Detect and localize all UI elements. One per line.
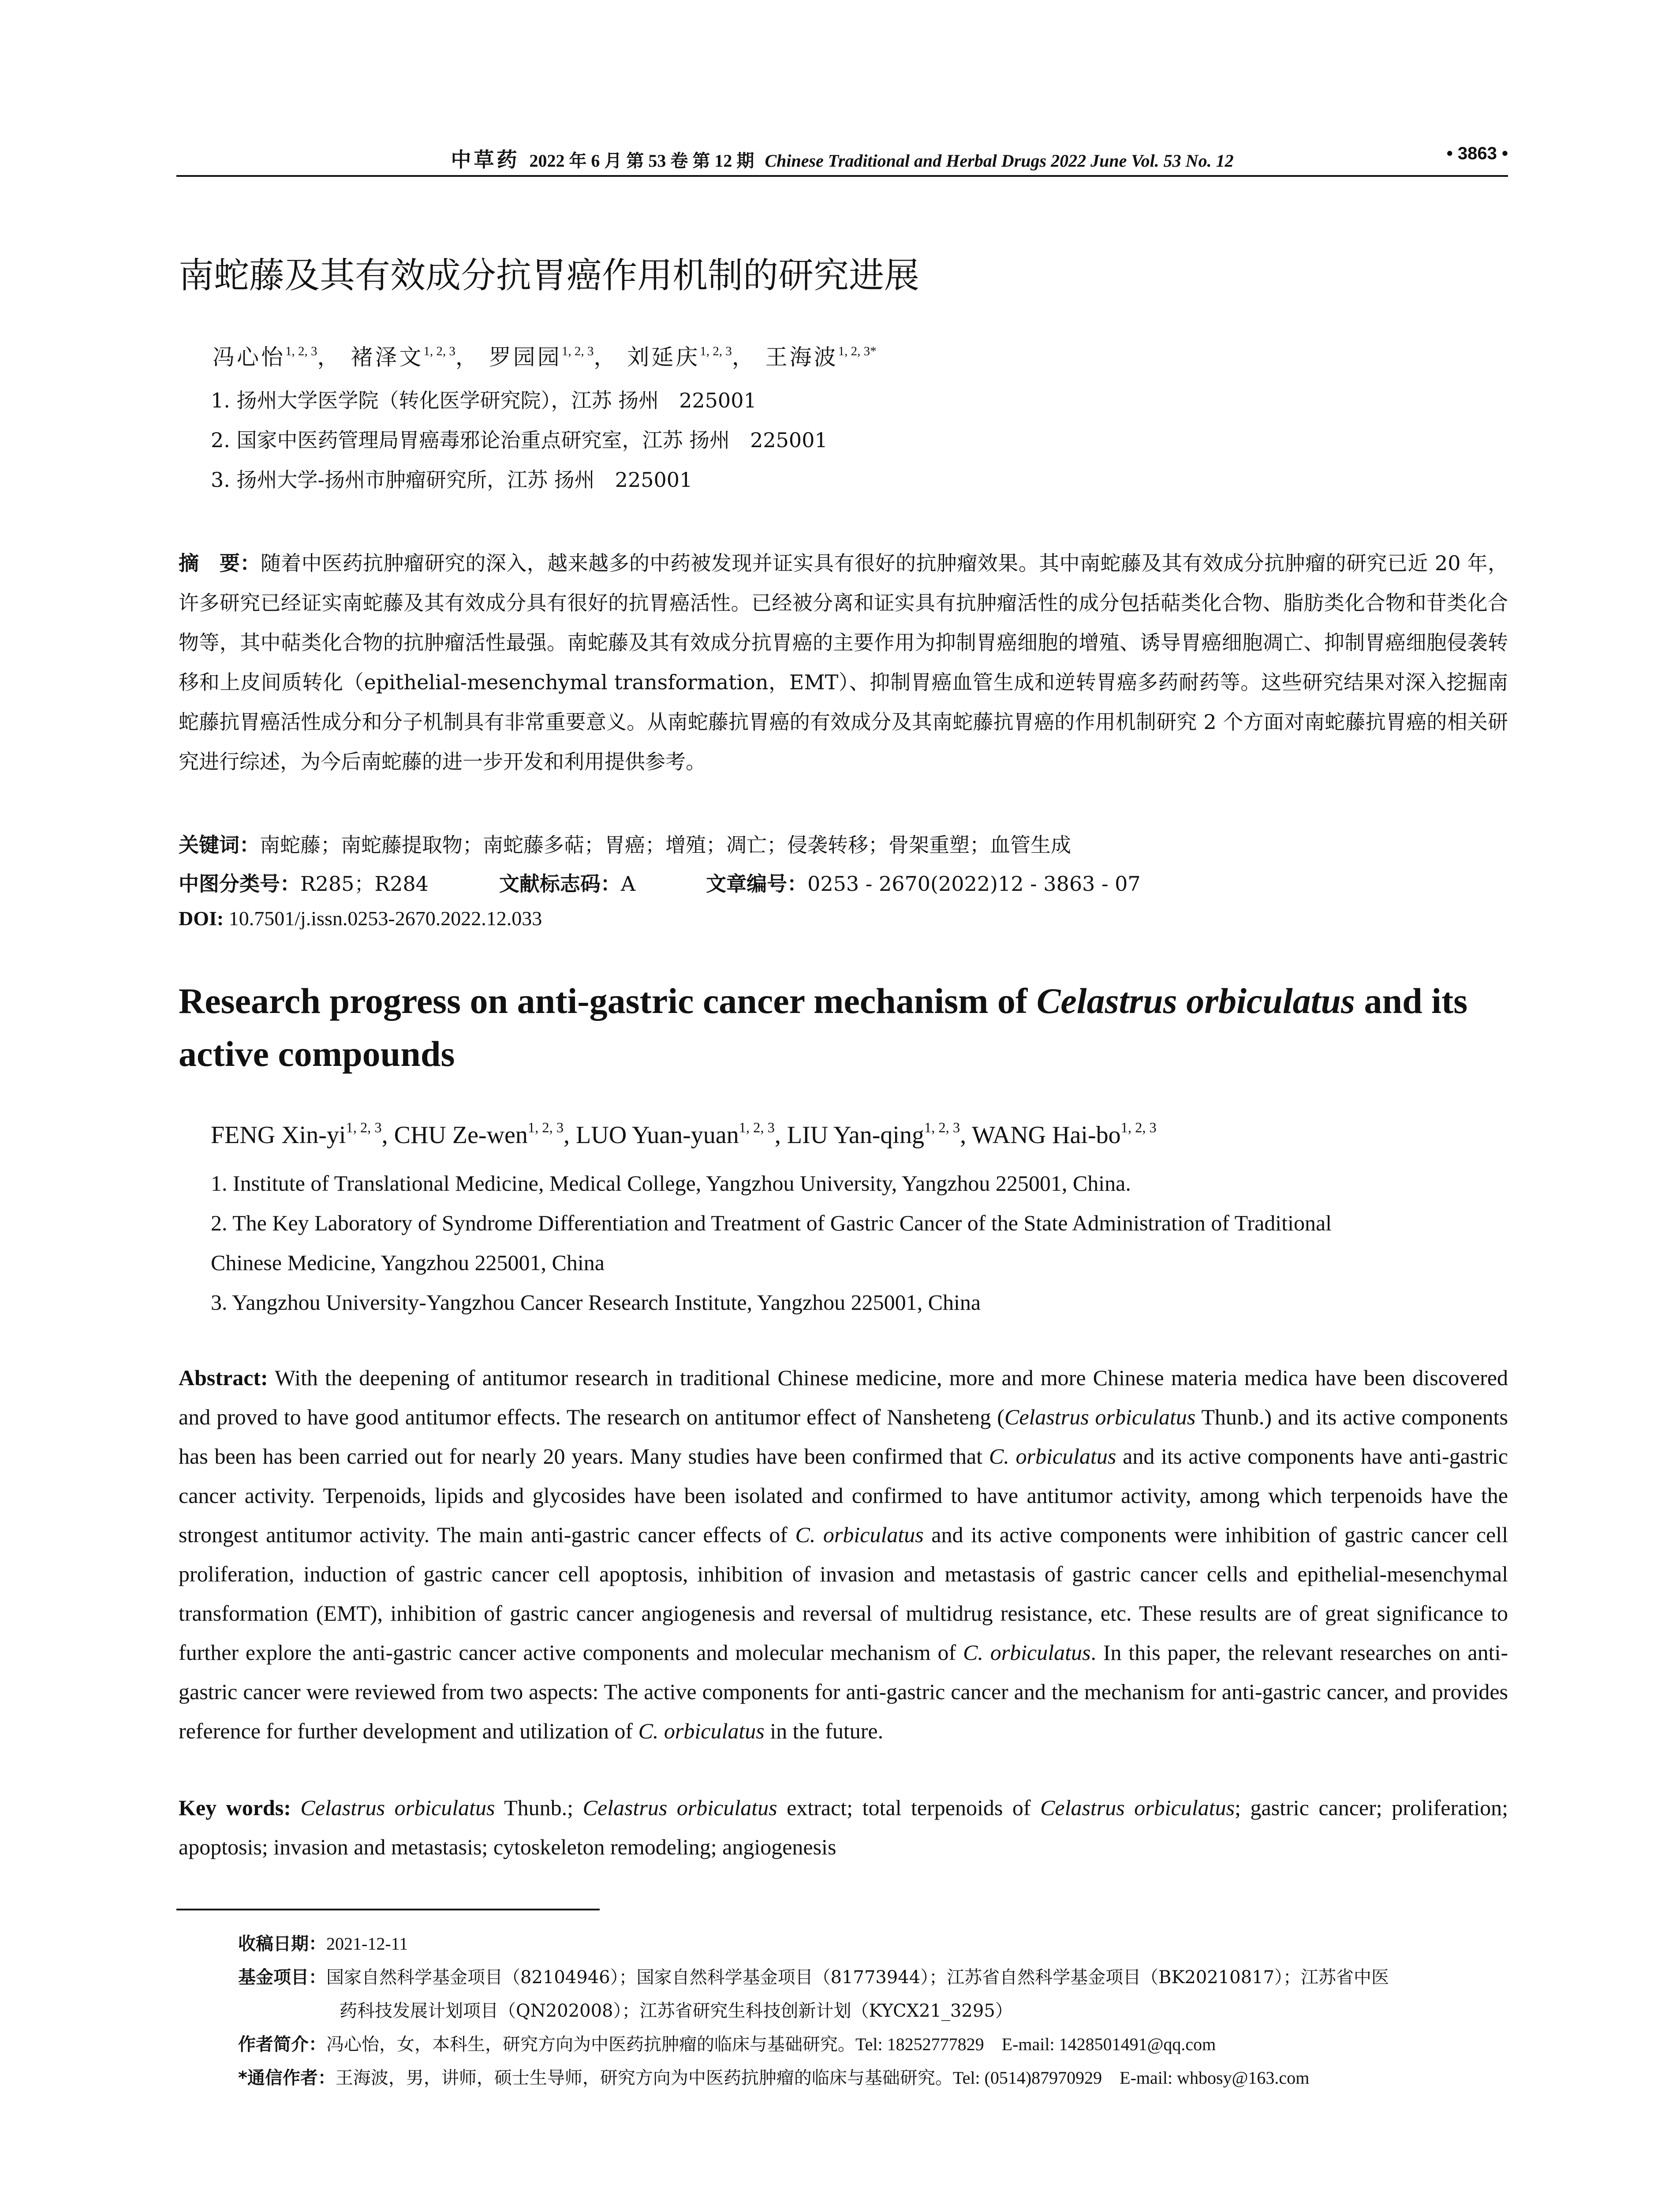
en-title: Research progress on anti-gastric cancer mechanism of Celastrus orbiculatus and its active compounds bbox=[179, 981, 1468, 1074]
footnote-rule bbox=[176, 1909, 600, 1910]
cn-abstract-text: 随着中医药抗肿瘤研究的深入，越来越多的中药被发现并证实具有很好的抗肿瘤效果。其中南蛇藤及其有效成分抗肿瘤的研究已近 20 年，许多研究已经证实南蛇藤及其有效成分具有很好的抗胃癌活性。已经被分离和证实具有抗肿瘤活性的成分包括萜类化合物、脂肪类化合物和苷类化合物等，其中萜类化合物的抗肿瘤活性最强。南蛇藤及其有效成分抗胃癌的主要作用为抑制胃癌细胞的增殖、诱导胃癌细胞凋亡、抑制胃癌细胞侵袭转移和上皮间质转化（epithelial-mesenchymal transformation，EMT）、抑制胃癌血管生成和逆转胃癌多药耐药等。这些研究结果对深入挖掘南蛇藤抗胃癌活性成分和分子机制具有非常重要意义。从南蛇藤抗胃癌的有效成分及其南蛇藤抗胃癌的作用机制研究 2 个方面对南蛇藤抗胃癌的相关研究进行综述，为今后南蛇藤的进一步开发和利用提供参考。 bbox=[179, 551, 1508, 774]
footnote-fund: 基金项目：国家自然科学基金项目（82104946）；国家自然科学基金项目（81773944）；江苏省自然科学基金项目（BK20210817）；江苏省中医 bbox=[238, 1967, 1389, 1988]
footnote-corresponding: *通信作者：王海波，男，讲师，硕士生导师，研究方向为中医药抗肿瘤的临床与基础研究。Tel: (0514)87970929 E-mail: whbosy@163.com bbox=[238, 2068, 1310, 2088]
doi-label: DOI: bbox=[179, 907, 224, 930]
cn-keywords-text: 南蛇藤；南蛇藤提取物；南蛇藤多萜；胃癌；增殖；凋亡；侵袭转移；骨架重塑；血管生成 bbox=[260, 833, 1071, 857]
cn-keywords bbox=[179, 829, 1071, 858]
en-author: LIU Yan-qing$^{1, 2, 3}$, bbox=[787, 1120, 972, 1149]
running-header bbox=[176, 142, 1508, 177]
en-abstract-label: Abstract: bbox=[179, 1365, 268, 1390]
cn-affiliation-3: 3. 扬州大学-扬州市肿瘤研究所，江苏 扬州 225001 bbox=[211, 468, 693, 492]
en-affiliation-2: 2. The Key Laboratory of Syndrome Differentiation and Treatment of Gastric Cancer of the State Administration of Traditional bbox=[211, 1211, 1332, 1235]
en-keywords bbox=[179, 1788, 1508, 1867]
footnote-received: 收稿日期：2021-12-11 bbox=[238, 1934, 408, 1954]
doi-value: 10.7501/j.issn.0253-2670.2022.12.033 bbox=[228, 907, 542, 930]
en-abstract-text: With the deepening of antitumor research in traditional Chinese medicine, more and more Chinese materia medica have been discovered and proved to have good antitumor effects. The research on antitumor effect of Nansheteng (Celastrus orbiculatus Thunb.) and its active components has been has been carried out for nearly 20 years. Many studies have been confirmed that C. orbiculatus and its active components have anti-gastric cancer activity. Terpenoids, lipids and glycosides have been isolated and confirmed to have antitumor activity, among which terpenoids have the strongest antitumor activity. The main anti-gastric cancer effects of C. orbiculatus and its active components were inhibition of gastric cancer cell proliferation, induction of gastric cancer cell apoptosis, inhibition of invasion and metastasis of gastric cancer cells and epithelial-mesenchymal transformation (EMT), inhibition of gastric cancer angiogenesis and reversal of multidrug resistance, etc. These results are of great significance to further explore the anti-gastric cancer active components and molecular mechanism of C. orbiculatus. In this paper, the relevant researches on anti-gastric cancer were reviewed from two aspects: The active components for anti-gastric cancer and the mechanism for anti-gastric cancer, and provides reference for further development and utilization of C. orbiculatus in the future. bbox=[179, 1365, 1508, 1743]
clc-label: 中图分类号： bbox=[179, 872, 300, 896]
en-issue: Chinese Traditional and Herbal Drugs 2022 June Vol. 53 No. 12 bbox=[765, 151, 1234, 171]
page-number: • 3863 • bbox=[1446, 144, 1508, 163]
en-affiliation-3: 3. Yangzhou University-Yangzhou Cancer Research Institute, Yangzhou 225001, China bbox=[211, 1290, 981, 1315]
en-author: CHU Ze-wen$^{1, 2, 3}$, bbox=[394, 1120, 576, 1149]
cn-author: 刘延庆$^{1, 2, 3}$， bbox=[627, 344, 756, 370]
cn-title: 南蛇藤及其有效成分抗胃癌作用机制的研究进展 bbox=[179, 255, 919, 296]
cn-abstract-label: 摘 要： bbox=[179, 551, 261, 575]
article-no-label: 文章编号： bbox=[706, 872, 808, 896]
footnote-author-bio: 作者简介：冯心怡，女，本科生，研究方向为中医药抗肿瘤的临床与基础研究。Tel: 18252777829 E-mail: 1428501491@qq.com bbox=[238, 2034, 1216, 2055]
cn-affiliation-2: 2. 国家中医药管理局胃癌毒邪论治重点研究室，江苏 扬州 225001 bbox=[211, 428, 828, 452]
cn-author: 冯心怡$^{1, 2, 3}$， bbox=[213, 344, 342, 370]
footnote-fund-cont: 药科技发展计划项目（QN202008）；江苏省研究生科技创新计划（KYCX21_3295） bbox=[340, 2001, 1013, 2021]
doc-code-label: 文献标志码： bbox=[499, 872, 621, 896]
cn-keywords-label: 关键词： bbox=[179, 833, 260, 857]
running-header-title bbox=[176, 144, 1508, 173]
en-authors bbox=[211, 1120, 1157, 1149]
en-affiliation-1: 1. Institute of Translational Medicine, Medical College, Yangzhou University, Yangzhou 225001, China. bbox=[211, 1171, 1131, 1196]
cn-author: 罗园园$^{1, 2, 3}$， bbox=[489, 344, 618, 370]
en-keywords-text: Celastrus orbiculatus Thunb.; Celastrus orbiculatus extract; total terpenoids of Celastrus orbiculatus; gastric cancer; proliferation; apoptosis; invasion and metastasis; cytoskeleton remodeling; angiogenesis bbox=[179, 1795, 1508, 1859]
en-author: FENG Xin-yi$^{1, 2, 3}$, bbox=[211, 1120, 394, 1149]
clc-value: R285；R284 bbox=[300, 872, 429, 896]
cn-issue: 2022 年 6 月 第 53 卷 第 12 期 bbox=[529, 151, 754, 171]
doc-code-value: A bbox=[620, 872, 636, 896]
en-abstract bbox=[179, 1358, 1508, 1751]
cn-authors bbox=[213, 340, 877, 371]
en-affiliation-2-cont: Chinese Medicine, Yangzhou 225001, China bbox=[211, 1250, 605, 1275]
cn-author: 王海波$^{1, 2, 3*}$ bbox=[765, 344, 877, 370]
cn-abstract bbox=[179, 543, 1508, 781]
en-keywords-label: Key words: bbox=[179, 1795, 291, 1820]
header-rule bbox=[176, 175, 1508, 177]
cn-classification bbox=[179, 868, 1141, 897]
en-author: LUO Yuan-yuan$^{1, 2, 3}$, bbox=[576, 1120, 787, 1149]
doi-line bbox=[179, 907, 542, 930]
cn-author: 褚泽文$^{1, 2, 3}$， bbox=[351, 344, 480, 370]
journal-logo: 中草药 bbox=[451, 148, 520, 172]
cn-affiliation-1: 1. 扬州大学医学院（转化医学研究院），江苏 扬州 225001 bbox=[211, 389, 757, 412]
article-no-value: 0253 - 2670(2022)12 - 3863 - 07 bbox=[807, 872, 1141, 896]
en-author: WANG Hai-bo$^{1, 2, 3}$ bbox=[972, 1120, 1157, 1149]
